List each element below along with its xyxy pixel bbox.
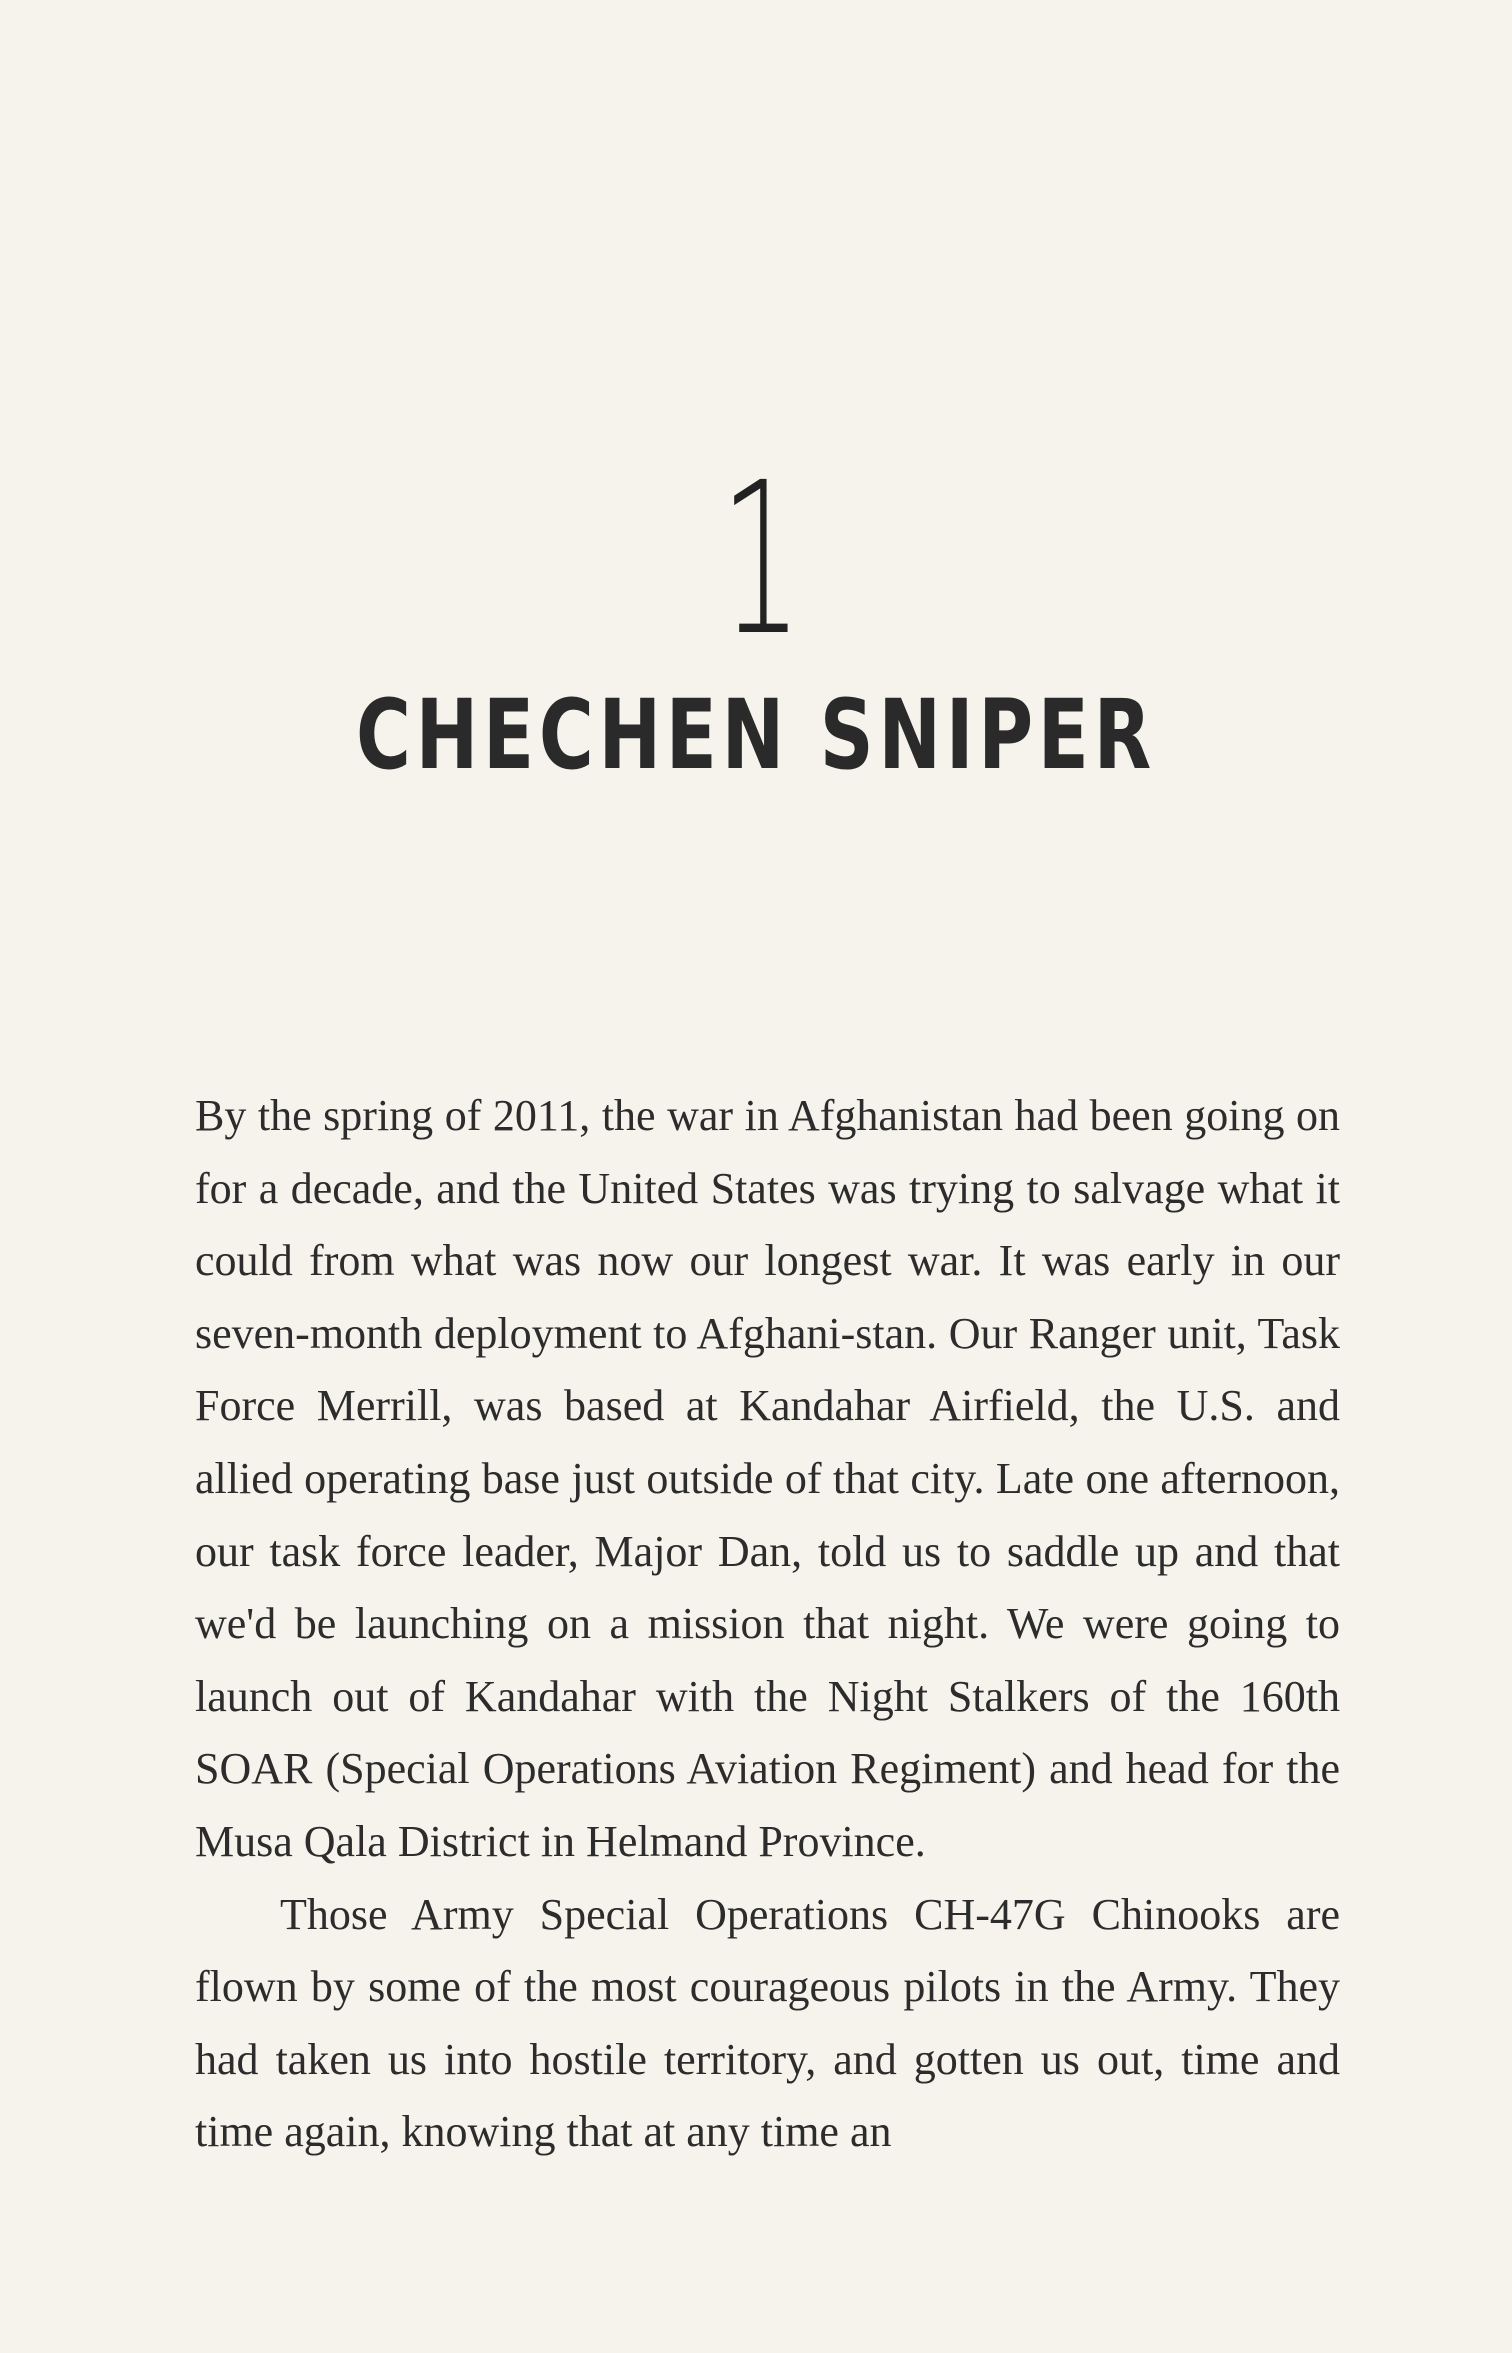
paragraph: Those Army Special Operations CH-47G Chinooks are flown by some of the most courageous pilots in the Army. They had taken us into hostile territory, and gotten us out, time and time again, knowing that at any time an: [195, 1889, 1340, 2157]
paragraph: By the spring of 2011, the war in Afghanistan had been going on for a decade, and the United States was trying to salvage what it could from what was now our longest war. It was early in our seven-month deployment to Afghani-stan. Our Ranger unit, Task Force Merrill, was based at Kandahar Airfield, the U.S. and allied operating base just outside of that city. Late one afternoon, our task force leader, Major Dan, told us to saddle up and that we'd be launching on a mission that night. We were going to launch out of Kandahar with the Night Stalkers of the 160th SOAR (Special Operations Aviation Regiment) and head for the Musa Qala District in Helmand Province.: [195, 1091, 1340, 1866]
chapter-number: 1: [719, 437, 803, 682]
body-text: [195, 1080, 1340, 2169]
chapter-title: CHECHEN SNIPER: [356, 679, 1156, 791]
